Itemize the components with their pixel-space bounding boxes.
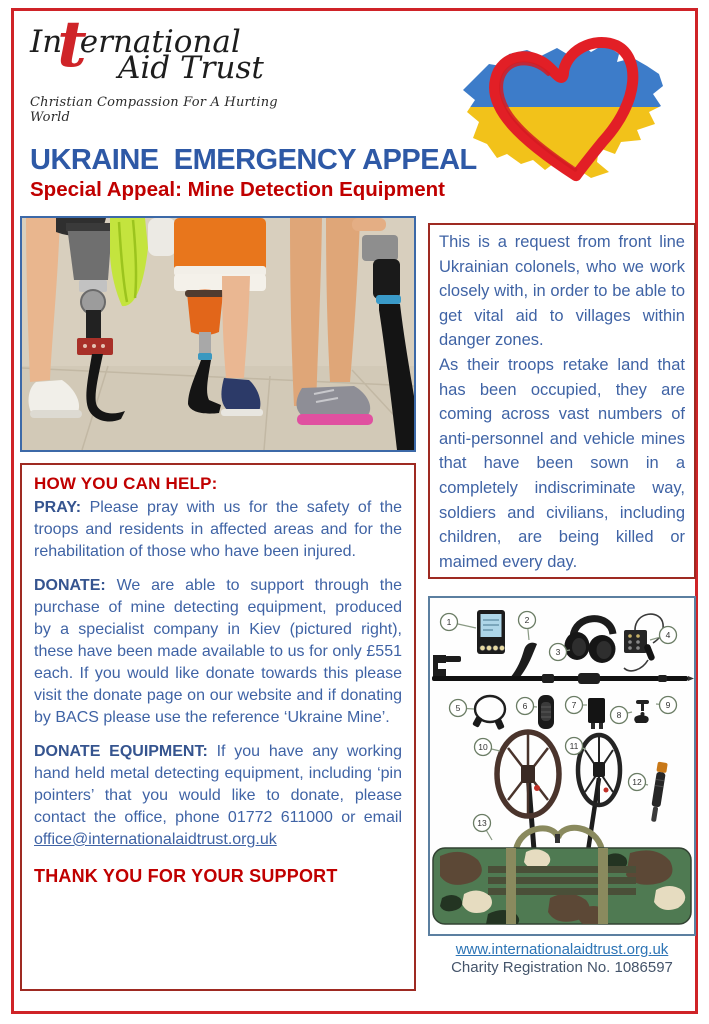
help-box <box>20 463 416 991</box>
svg-text:4: 4 <box>665 630 671 640</box>
charity-logo <box>30 7 310 125</box>
svg-text:1: 1 <box>446 617 452 627</box>
svg-text:13: 13 <box>477 818 487 828</box>
svg-text:8: 8 <box>616 710 622 720</box>
svg-text:2: 2 <box>524 615 530 625</box>
pray-paragraph: PRAY: Please pray with us for the safety of the troops and residents in affected areas and for the rehabilitation of those who have been injured. <box>34 499 402 560</box>
thank-you-text: THANK YOU FOR YOUR SUPPORT <box>34 866 338 886</box>
prosthetic-legs-photo <box>20 216 416 452</box>
email-link[interactable]: office@internationalaidtrust.org.uk <box>34 831 277 848</box>
intro-paragraph: This is a request from front line Ukrainian colonels, who we work closely with, in order to be able to get vital aid to villages within danger zones. <box>439 233 685 350</box>
charity-registration: Charity Registration No. 1086597 <box>451 959 673 976</box>
logo-cross-t: t <box>57 7 87 82</box>
svg-text:12: 12 <box>632 777 642 787</box>
help-heading: HOW YOU CAN HELP: <box>34 474 218 493</box>
logo-line2: Aid Trust <box>118 50 264 86</box>
svg-text:9: 9 <box>665 700 671 710</box>
svg-text:7: 7 <box>571 700 577 710</box>
footer <box>428 941 696 977</box>
page-title: UKRAINE EMERGENCY APPEAL <box>30 144 477 176</box>
svg-text:10: 10 <box>478 742 488 752</box>
page-subtitle: Special Appeal: Mine Detection Equipment <box>30 178 445 201</box>
child-shirt <box>174 218 266 272</box>
ukraine-heart-image <box>449 14 689 212</box>
ukraine-map-icon <box>449 14 689 212</box>
svg-text:5: 5 <box>455 703 461 713</box>
svg-text:6: 6 <box>522 701 528 711</box>
svg-text:11: 11 <box>569 741 579 751</box>
donate-equipment-paragraph: DONATE EQUIPMENT: If you have any working hand held metal detecting equipment, including ‘pin pointers’ that you would like to donate, please contact the office, phone 01772 611000 or email office@internationalaidtrust.org.uk <box>34 743 402 848</box>
intro-text-box <box>428 223 696 579</box>
logo-line1: International <box>30 7 241 82</box>
website-link[interactable]: www.internationalaidtrust.org.uk <box>455 941 669 958</box>
svg-text:3: 3 <box>555 647 561 657</box>
donate-paragraph: DONATE: We are able to support through the purchase of mine detecting equipment, produced by a specialist company in Kiev (pictured right), these have been made available to us for only £551 each. If you would like donate towards this please visit the donate page on our website and if donating by BACS please use the reference ‘Ukraine Mine’. <box>34 577 402 726</box>
intro-paragraph: As their troops retake land that has been occupied, they are coming across vast numbers of anti-personnel and vehicle mines that have been sown in a completely indiscriminate way, soldiers and civilians, including children, are being killed or maimed every day. <box>439 355 685 571</box>
logo-tagline: Christian Compassion For A Hurting World <box>30 95 278 125</box>
equipment-diagram <box>428 596 696 936</box>
